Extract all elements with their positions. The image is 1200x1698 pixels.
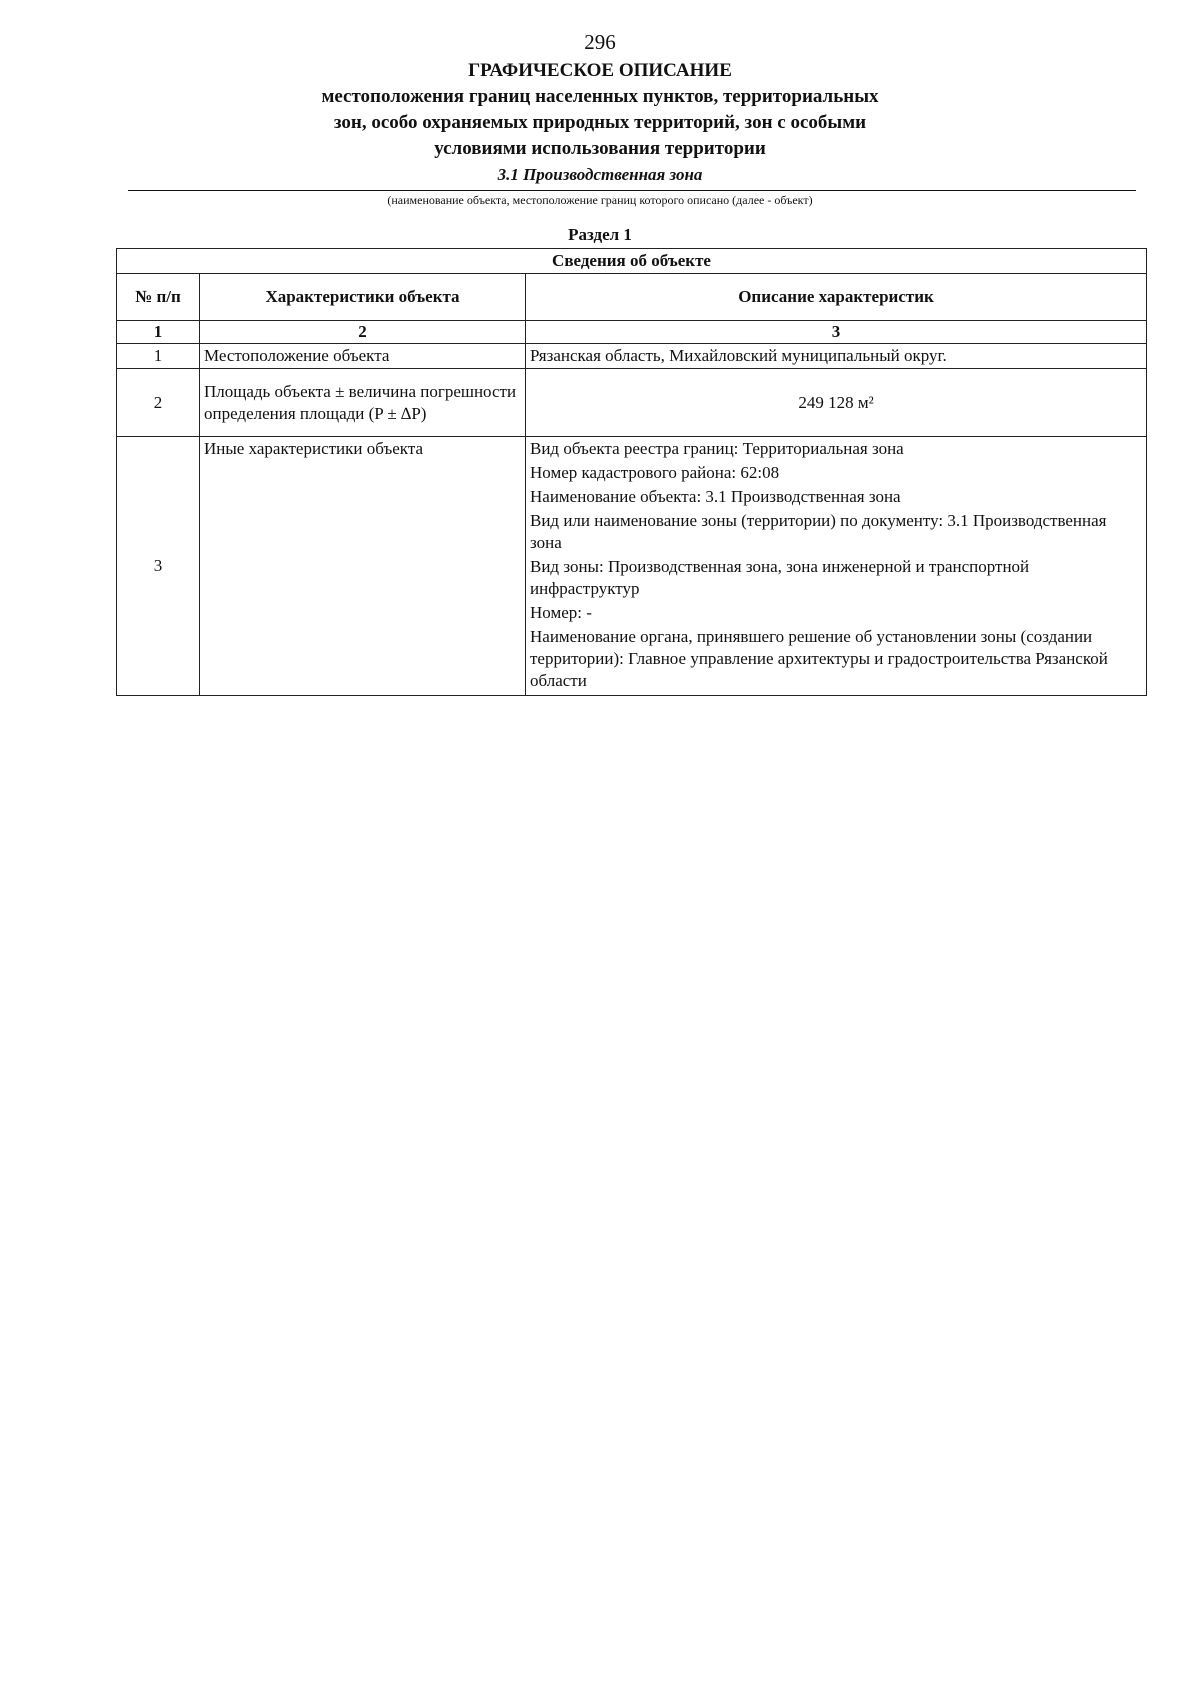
column-header-characteristic: Характеристики объекта <box>200 274 526 321</box>
description-line: Вид зоны: Производственная зона, зона инженерной и транспортной инфраструктур <box>530 557 1030 598</box>
row-characteristic: Иные характеристики объекта <box>200 437 526 696</box>
object-name: 3.1 Производственная зона <box>497 165 703 184</box>
table-caption: Сведения об объекте <box>117 249 1147 274</box>
table-row <box>117 369 1147 437</box>
row-number: 3 <box>117 437 200 696</box>
document-subtitle-line: зон, особо охраняемых природных территорий, зон с особыми <box>333 112 867 133</box>
description-line: Вид объекта реестра границ: Территориальная зона <box>530 439 904 458</box>
column-index: 2 <box>200 321 526 344</box>
table-row <box>117 344 1147 369</box>
row-number: 2 <box>117 369 200 437</box>
row-description: Рязанская область, Михайловский муниципальный округ. <box>526 344 1147 369</box>
row-characteristic: Площадь объекта ± величина погрешности определения площади (P ± ∆P) <box>200 369 526 437</box>
description-line: Номер: - <box>530 603 592 622</box>
row-characteristic: Местоположение объекта <box>200 344 526 369</box>
document-title: ГРАФИЧЕСКОЕ ОПИСАНИЕ <box>468 60 732 81</box>
table-row <box>117 437 1147 696</box>
object-name-underline <box>128 190 1136 191</box>
description-line: Номер кадастрового района: 62:08 <box>530 463 780 482</box>
page-number: 296 <box>584 30 616 54</box>
row-description: 249 128 м² <box>526 369 1147 437</box>
object-name-caption: (наименование объекта, местоположение границ которого описано (далее - объект) <box>387 193 813 207</box>
description-line: Наименование органа, принявшего решение об установлении зоны (создании территории): Главное управление архитектуры и градостроительства Рязанской области <box>530 627 1108 690</box>
description-line: Вид или наименование зоны (территории) по документу: 3.1 Производственная зона <box>530 511 1107 552</box>
column-index: 3 <box>526 321 1147 344</box>
column-header-description: Описание характеристик <box>526 274 1147 321</box>
section-title: Раздел 1 <box>568 225 632 244</box>
column-header-number: № п/п <box>117 274 200 321</box>
row-number: 1 <box>117 344 200 369</box>
object-info-table <box>116 248 1147 696</box>
description-line: Наименование объекта: 3.1 Производственная зона <box>530 487 901 506</box>
document-subtitle-line: условиями использования территории <box>434 138 766 159</box>
row-description <box>526 437 1147 696</box>
document-subtitle-line: местоположения границ населенных пунктов, территориальных <box>321 86 879 107</box>
column-index: 1 <box>117 321 200 344</box>
